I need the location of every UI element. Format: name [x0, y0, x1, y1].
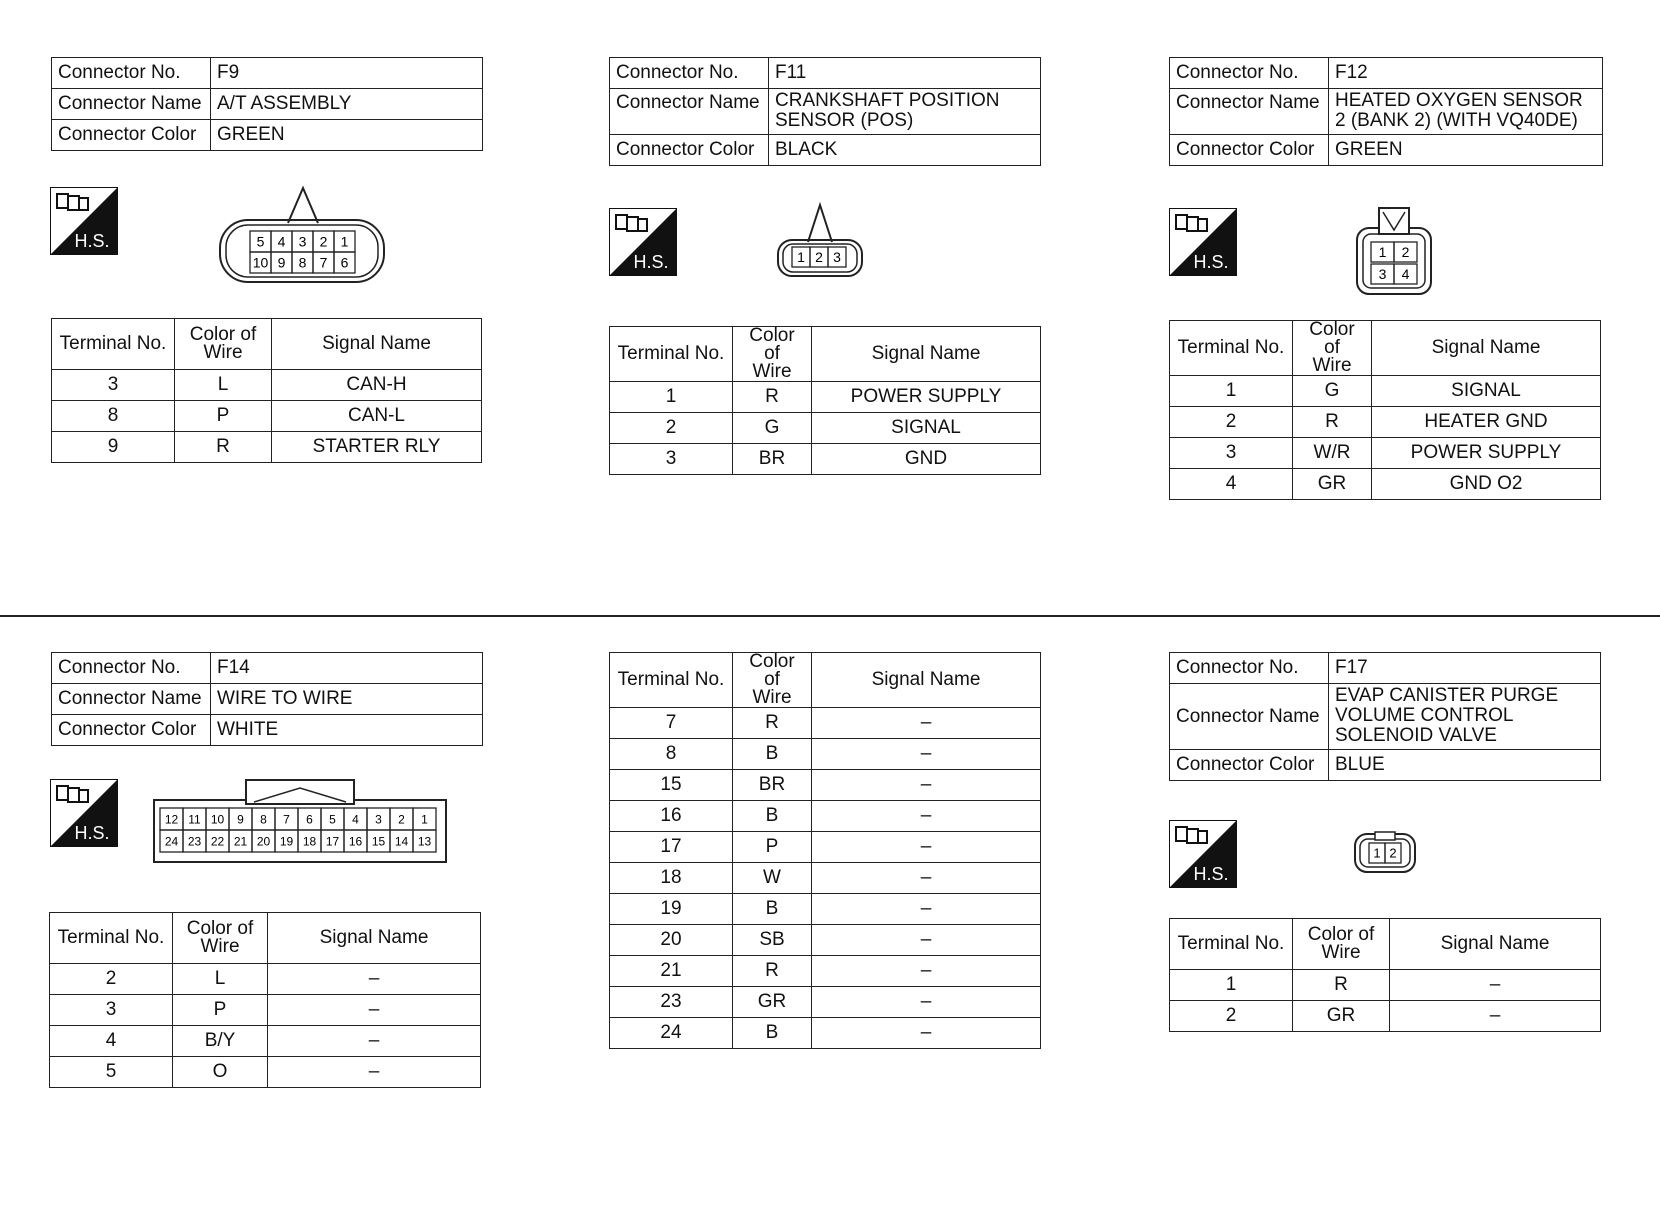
terminal-no-header: Terminal No.: [610, 653, 733, 708]
pin-number: 3: [833, 249, 841, 266]
table-row: 7 R –: [610, 708, 1041, 739]
signal-name-header: Signal Name: [812, 653, 1041, 708]
pin-number: 4: [1401, 266, 1410, 283]
pin-number: 24: [164, 834, 179, 849]
f14-terminal-table: [49, 912, 481, 1088]
section-divider: [0, 615, 1660, 617]
f17-connector-no: F17: [1329, 653, 1601, 684]
f12-connector-color: GREEN: [1329, 135, 1603, 166]
table-row: 2 G SIGNAL: [610, 413, 1041, 444]
connector-no-label: Connector No.: [1170, 58, 1329, 89]
f11-connector-face: [776, 202, 866, 280]
table-row: 18 W –: [610, 863, 1041, 894]
connector-no-label: Connector No.: [52, 58, 211, 89]
f9-terminal-table: [51, 318, 482, 463]
pin-number: 11: [188, 812, 201, 827]
connector-color-label: Connector Color: [52, 715, 211, 746]
f17-connector-color: BLUE: [1329, 750, 1601, 781]
terminal-no-header: Terminal No.: [52, 319, 175, 370]
table-row: 1 R POWER SUPPLY: [610, 382, 1041, 413]
pin-number: 2: [398, 812, 405, 827]
table-row: 4 GR GND O2: [1170, 469, 1601, 500]
f17-connector-face: [1353, 830, 1419, 876]
table-row: 17 P –: [610, 832, 1041, 863]
connector-color-label: Connector Color: [52, 120, 211, 151]
pin-number: 9: [237, 812, 244, 827]
table-row: 8 B –: [610, 739, 1041, 770]
f9-connector-color: GREEN: [211, 120, 483, 151]
pin-number: 14: [394, 834, 409, 849]
table-row: 3 BR GND: [610, 444, 1041, 475]
connector-name-label: Connector Name: [52, 684, 211, 715]
pin-number: 21: [233, 834, 248, 849]
pin-number: 1: [340, 233, 349, 250]
table-row: 23 GR –: [610, 987, 1041, 1018]
f12-connector-no: F12: [1329, 58, 1603, 89]
hs-icon: [609, 208, 677, 276]
pin-number: 8: [298, 254, 307, 271]
f9-connector-no: F9: [211, 58, 483, 89]
connector-color-label: Connector Color: [1170, 750, 1329, 781]
pin-number: 3: [1378, 266, 1387, 283]
connector-no-label: Connector No.: [52, 653, 211, 684]
hs-icon: [1169, 208, 1237, 276]
connector-name-label: Connector Name: [610, 89, 769, 135]
pin-number: 7: [283, 812, 290, 827]
pin-number: 10: [210, 812, 225, 827]
f14-connector-color: WHITE: [211, 715, 483, 746]
f12-connector-face: [1355, 206, 1435, 298]
pin-number: 2: [319, 233, 328, 250]
hs-label: H.S.: [74, 823, 110, 843]
connector-name-label: Connector Name: [52, 89, 211, 120]
pin-number: 6: [306, 812, 313, 827]
pin-number: 5: [256, 233, 265, 250]
pin-number: 3: [298, 233, 307, 250]
pin-number: 4: [277, 233, 286, 250]
table-row: 5 O –: [50, 1057, 481, 1088]
hs-label: H.S.: [1193, 864, 1229, 884]
table-row: 4 B/Y –: [50, 1026, 481, 1057]
pin-number: 1: [1378, 244, 1387, 261]
pin-number: 13: [417, 834, 432, 849]
pin-number: 10: [252, 254, 269, 271]
pin-number: 6: [340, 254, 349, 271]
table-row: 3 P –: [50, 995, 481, 1026]
signal-name-header: Signal Name: [272, 319, 482, 370]
f14-connector-no: F14: [211, 653, 483, 684]
pin-number: 22: [210, 834, 225, 849]
pin-number: 1: [1373, 845, 1381, 861]
color-of-wire-header: Color of Wire: [733, 653, 812, 708]
connector-no-label: Connector No.: [1170, 653, 1329, 684]
pin-number: 9: [277, 254, 286, 271]
connector-name-label: Connector Name: [1170, 89, 1329, 135]
connector-color-label: Connector Color: [610, 135, 769, 166]
table-row: 3 W/R POWER SUPPLY: [1170, 438, 1601, 469]
color-of-wire-header: Color of Wire: [1293, 321, 1372, 376]
pin-number: 20: [256, 834, 271, 849]
table-row: 1 R –: [1170, 970, 1601, 1001]
pin-number: 4: [352, 812, 359, 827]
f11-info-table: [609, 57, 1041, 166]
f11-connector-color: BLACK: [769, 135, 1041, 166]
hs-label: H.S.: [1193, 252, 1229, 272]
table-row: 3 L CAN-H: [52, 370, 482, 401]
connector-no-label: Connector No.: [610, 58, 769, 89]
f12-connector-name: HEATED OXYGEN SENSOR 2 (BANK 2) (WITH VQ40DE): [1329, 89, 1603, 135]
pin-number: 23: [187, 834, 202, 849]
table-row: 2 L –: [50, 964, 481, 995]
pin-number: 2: [1401, 244, 1410, 261]
terminal-no-header: Terminal No.: [1170, 919, 1293, 970]
pin-number: 15: [371, 834, 386, 849]
color-of-wire-header: Color of Wire: [173, 913, 268, 964]
color-of-wire-header: Color of Wire: [733, 327, 812, 382]
table-row: 9 R STARTER RLY: [52, 432, 482, 463]
hs-label: H.S.: [74, 231, 110, 251]
pin-number: 16: [348, 834, 363, 849]
connector-color-label: Connector Color: [1170, 135, 1329, 166]
pin-number: 12: [164, 812, 179, 827]
table-row: 21 R –: [610, 956, 1041, 987]
pin-number: 2: [1389, 845, 1397, 861]
pin-number: 1: [421, 812, 428, 827]
f14-connector-name: WIRE TO WIRE: [211, 684, 483, 715]
table-row: 20 SB –: [610, 925, 1041, 956]
pin-number: 18: [302, 834, 317, 849]
table-row: 19 B –: [610, 894, 1041, 925]
f17-terminal-table: [1169, 918, 1601, 1032]
f12-terminal-table: [1169, 320, 1601, 500]
f14-terminal-table-continued: [609, 652, 1041, 1049]
signal-name-header: Signal Name: [268, 913, 481, 964]
f11-connector-no: F11: [769, 58, 1041, 89]
table-row: 2 R HEATER GND: [1170, 407, 1601, 438]
terminal-no-header: Terminal No.: [610, 327, 733, 382]
hs-label: H.S.: [633, 252, 669, 272]
table-row: 16 B –: [610, 801, 1041, 832]
table-row: 24 B –: [610, 1018, 1041, 1049]
f17-info-table: [1169, 652, 1601, 781]
pin-number: 8: [260, 812, 267, 827]
pin-number: 7: [319, 254, 328, 271]
signal-name-header: Signal Name: [1372, 321, 1601, 376]
pin-number: 3: [375, 812, 382, 827]
f12-info-table: [1169, 57, 1603, 166]
table-row: 8 P CAN-L: [52, 401, 482, 432]
signal-name-header: Signal Name: [812, 327, 1041, 382]
f9-info-table: [51, 57, 483, 151]
f9-connector-face: [218, 185, 388, 285]
color-of-wire-header: Color of Wire: [175, 319, 272, 370]
f14-info-table: [51, 652, 483, 746]
hs-icon: [50, 779, 118, 847]
table-row: 2 GR –: [1170, 1001, 1601, 1032]
terminal-no-header: Terminal No.: [1170, 321, 1293, 376]
pin-number: 1: [797, 249, 805, 266]
pin-number: 2: [815, 249, 823, 266]
table-row: 1 G SIGNAL: [1170, 376, 1601, 407]
f11-terminal-table: [609, 326, 1041, 475]
pin-number: 19: [279, 834, 294, 849]
table-row: 15 BR –: [610, 770, 1041, 801]
hs-icon: [1169, 820, 1237, 888]
f11-connector-name: CRANKSHAFT POSITION SENSOR (POS): [769, 89, 1041, 135]
pin-number: 5: [329, 812, 336, 827]
f9-connector-name: A/T ASSEMBLY: [211, 89, 483, 120]
terminal-no-header: Terminal No.: [50, 913, 173, 964]
f17-connector-name: EVAP CANISTER PURGE VOLUME CONTROL SOLENOID VALVE: [1329, 684, 1601, 750]
color-of-wire-header: Color of Wire: [1293, 919, 1390, 970]
pin-number: 17: [325, 834, 340, 849]
signal-name-header: Signal Name: [1390, 919, 1601, 970]
hs-icon: [50, 187, 118, 255]
connector-name-label: Connector Name: [1170, 684, 1329, 750]
f14-connector-face: [152, 778, 448, 864]
